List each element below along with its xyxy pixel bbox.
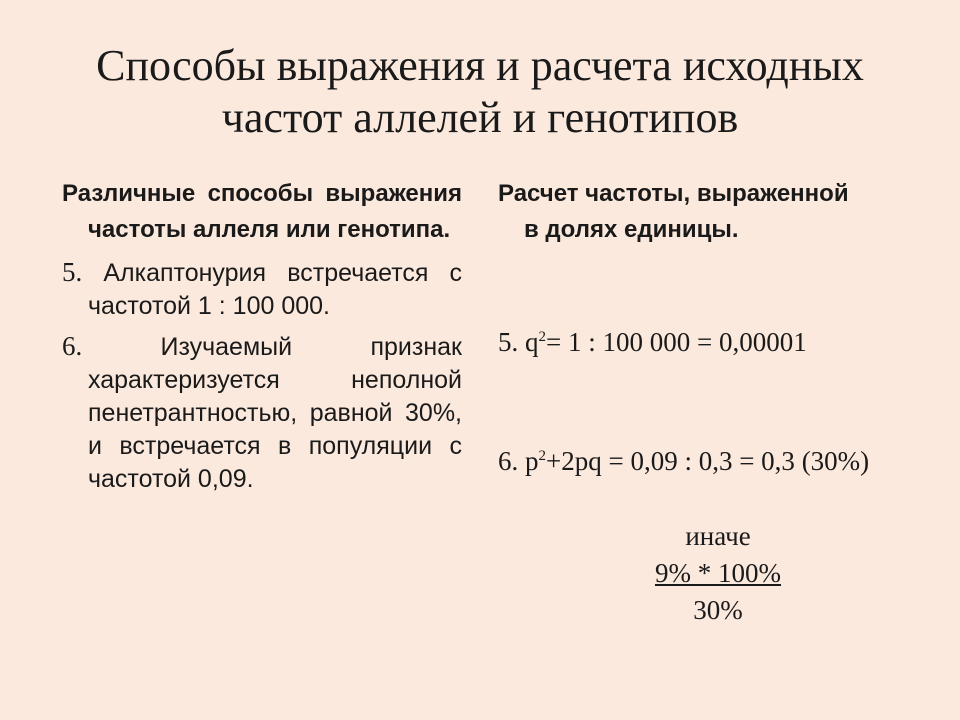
- item-5-text-a: Алкаптонурия встречается: [103, 259, 429, 287]
- left-column: [62, 176, 462, 495]
- item-5-number: 5.: [62, 257, 83, 287]
- formula-5: [498, 326, 807, 359]
- right-heading: Расчет частоты, выраженной в долях единицы.: [498, 180, 849, 243]
- fraction-numerator: 9% * 100%: [655, 558, 781, 588]
- formula-6: [498, 445, 884, 478]
- formula-6-cont: (30%): [801, 446, 870, 476]
- formula-6-sup: 2: [538, 448, 546, 464]
- item-6-number: 6.: [62, 331, 83, 361]
- left-item-5: [62, 256, 462, 322]
- slide-title: [40, 40, 920, 144]
- left-item-6: [62, 330, 462, 495]
- right-column: [498, 176, 918, 625]
- item-5-text-b: с частотой 1 : 100 000.: [88, 259, 463, 320]
- formula-6-rest: +2pq = 0,09 : 0,3 = 0,3: [546, 446, 795, 476]
- alternative-calculation: [618, 518, 818, 629]
- fraction-denominator: 30%: [693, 595, 743, 625]
- otherwise-label: иначе: [685, 521, 751, 551]
- left-heading: Различные способы выражения частоты аллеля или генотипа.: [62, 180, 462, 243]
- formula-5-prefix: 5. q: [498, 327, 539, 357]
- title-line-2: частот аллелей и генотипов: [221, 93, 739, 142]
- formula-5-sup: 2: [538, 329, 546, 345]
- formula-6-prefix: 6. p: [498, 446, 539, 476]
- formula-5-rest: = 1 : 100 000 = 0,00001: [546, 327, 807, 357]
- title-line-1: Способы выражения и расчета исходных: [96, 41, 864, 90]
- item-6-text: Изучаемый признак характеризуется неполной пенетрантностью, равной 30%, и встречается в популяции с частотой 0,09.: [88, 333, 462, 493]
